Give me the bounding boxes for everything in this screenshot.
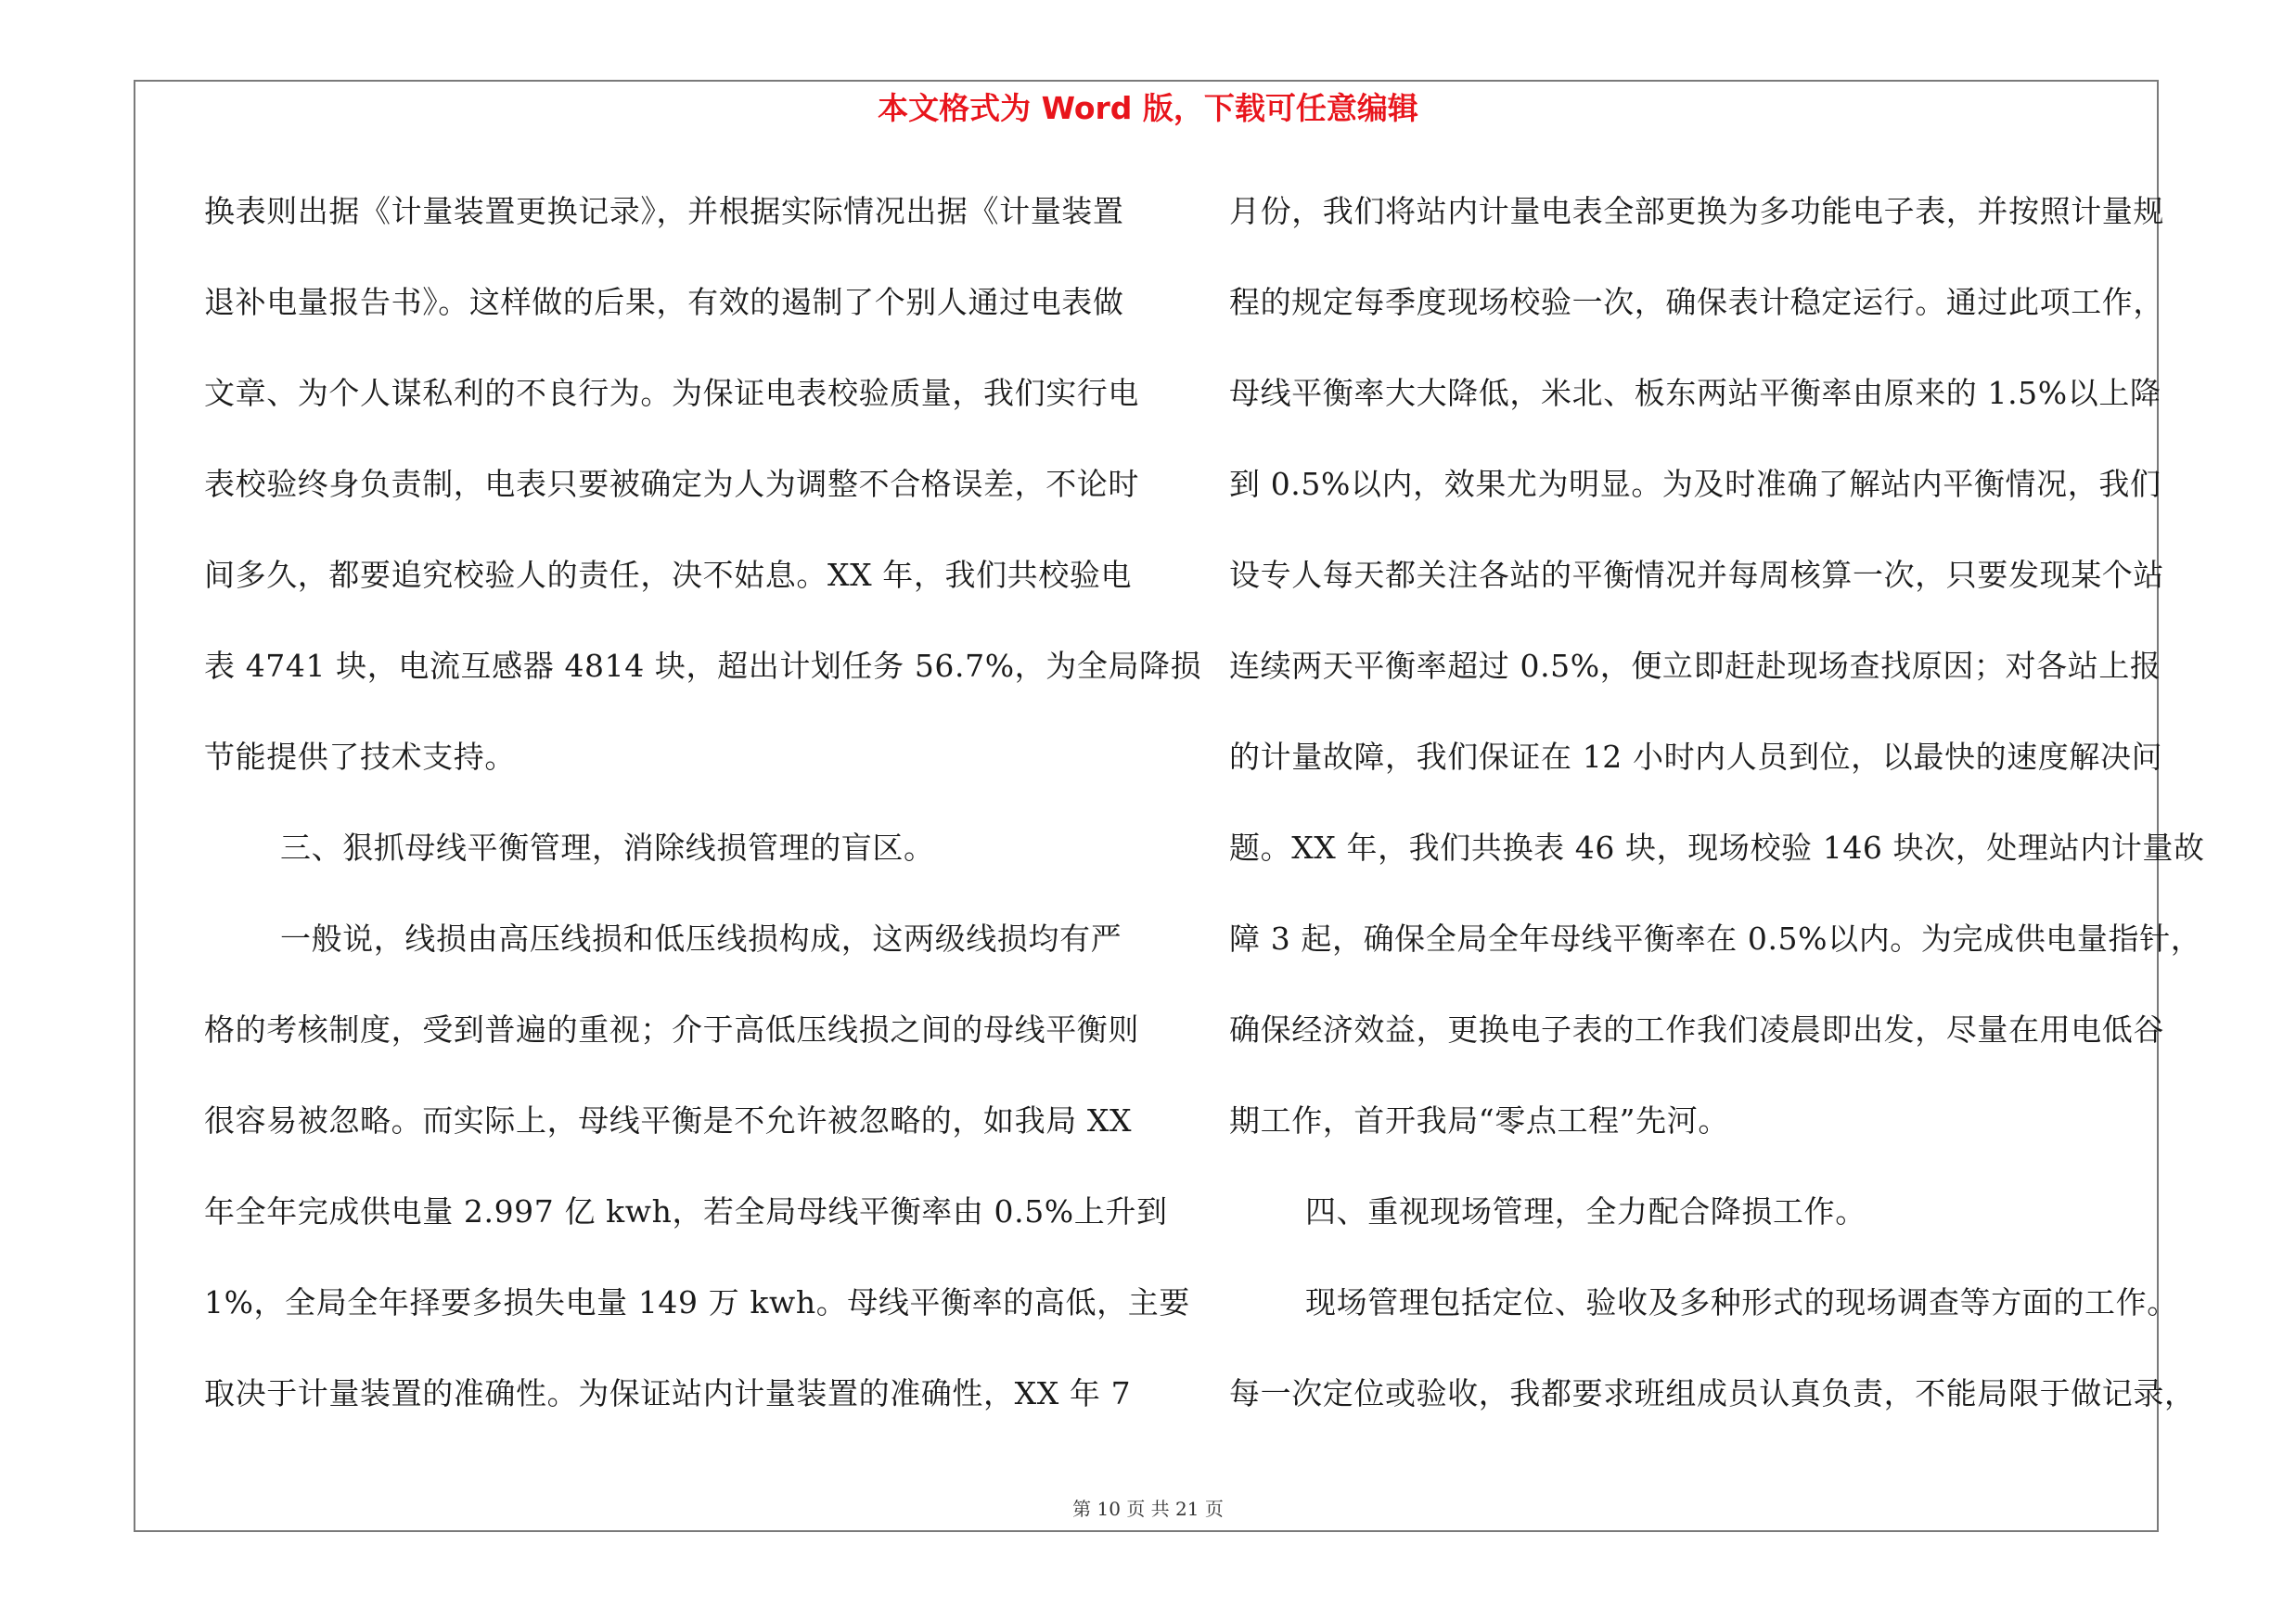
text-line: 很容易被忽略。而实际上，母线平衡是不允许被忽略的，如我局 XX bbox=[204, 1102, 1133, 1139]
text-line: 到 0.5%以内，效果尤为明显。为及时准确了解站内平衡情况，我们 bbox=[1229, 466, 2161, 502]
paragraph-start: 现场管理包括定位、验收及多种形式的现场调查等方面的工作。 bbox=[1305, 1284, 2178, 1320]
text-line: 换表则出据《计量装置更换记录》，并根据实际情况出据《计量装置 bbox=[204, 193, 1124, 229]
text-line: 每一次定位或验收，我都要求班组成员认真负责，不能局限于做记录， bbox=[1229, 1375, 2196, 1411]
section-heading: 四、重视现场管理，全力配合降损工作。 bbox=[1305, 1193, 1866, 1230]
text-line: 年全年完成供电量 2.997 亿 kwh，若全局母线平衡率由 0.5%上升到 bbox=[204, 1193, 1168, 1230]
text-line: 障 3 起，确保全局全年母线平衡率在 0.5%以内。为完成供电量指针， bbox=[1229, 921, 2202, 957]
section-heading: 三、狠抓母线平衡管理，消除线损管理的盲区。 bbox=[280, 830, 935, 866]
text-line: 月份，我们将站内计量电表全部更换为多功能电子表，并按照计量规 bbox=[1229, 193, 2164, 229]
text-line: 退补电量报告书》。这样做的后果，有效的遏制了个别人通过电表做 bbox=[204, 284, 1124, 320]
left-text-column bbox=[204, 184, 1202, 1457]
text-line: 表 4741 块，电流互感器 4814 块，超出计划任务 56.7%，为全局降损 bbox=[204, 648, 1202, 684]
text-line: 取决于计量装置的准确性。为保证站内计量装置的准确性，XX 年 7 bbox=[204, 1375, 1132, 1411]
text-line: 期工作，首开我局“零点工程”先河。 bbox=[1229, 1102, 1729, 1139]
text-line: 间多久，都要追究校验人的责任，决不姑息。XX 年，我们共校验电 bbox=[204, 557, 1133, 593]
text-line: 1%，全局全年择要多损失电量 149 万 kwh。母线平衡率的高低，主要 bbox=[204, 1284, 1190, 1320]
format-banner: 本文格式为 Word 版，下载可任意编辑 bbox=[878, 90, 1418, 126]
text-line: 设专人每天都关注各站的平衡情况并每周核算一次，只要发现某个站 bbox=[1229, 557, 2164, 593]
text-line: 文章、为个人谋私利的不良行为。为保证电表校验质量，我们实行电 bbox=[204, 375, 1139, 411]
text-line: 母线平衡率大大降低，米北、板东两站平衡率由原来的 1.5%以上降 bbox=[1229, 375, 2161, 411]
text-line: 连续两天平衡率超过 0.5%，便立即赶赴现场查找原因；对各站上报 bbox=[1229, 648, 2161, 684]
right-text-column bbox=[1229, 184, 2205, 1457]
text-line: 题。XX 年，我们共换表 46 块，现场校验 146 块次，处理站内计量故 bbox=[1229, 830, 2205, 866]
text-line: 程的规定每季度现场校验一次，确保表计稳定运行。通过此项工作， bbox=[1229, 284, 2164, 320]
page-number-footer: 第 10 页 共 21 页 bbox=[1072, 1498, 1224, 1520]
text-line: 格的考核制度，受到普遍的重视；介于高低压线损之间的母线平衡则 bbox=[204, 1011, 1139, 1048]
text-line: 节能提供了技术支持。 bbox=[204, 739, 516, 775]
text-line: 确保经济效益，更换电子表的工作我们凌晨即出发，尽量在用电低谷 bbox=[1229, 1011, 2164, 1048]
text-line: 表校验终身负责制，电表只要被确定为人为调整不合格误差，不论时 bbox=[204, 466, 1139, 502]
text-line: 的计量故障，我们保证在 12 小时内人员到位，以最快的速度解决问 bbox=[1229, 739, 2163, 775]
paragraph-start: 一般说，线损由高压线损和低压线损构成，这两级线损均有严 bbox=[280, 921, 1122, 957]
